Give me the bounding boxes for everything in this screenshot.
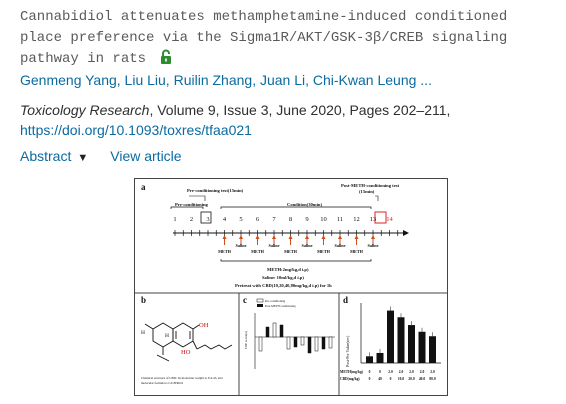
injection-arrowhead [338,235,342,239]
panel-d-dose-rows [369,370,436,381]
legend-post: Post-METH conditioning [265,304,296,308]
cbd-dose-value: 0 [389,377,392,381]
meth-dose-value: 2.0 [398,370,404,374]
panel-d-bars [366,307,436,363]
meth-dose-value: 2.0 [388,370,393,374]
abstract-toggle-button[interactable] [20,148,88,164]
panel-c-bar [273,323,276,337]
day-number: 9 [305,216,309,223]
injection-arrowhead [239,235,243,239]
panel-c-bar [294,337,297,347]
cbd-row-label: CBD(mg/kg) [340,377,360,381]
panel-c-label: c [243,295,247,305]
panel-d-bar [408,325,415,363]
panel-d-label: d [343,295,349,305]
saline-injection-label: Saline [268,243,280,248]
day-number: 13 [369,216,377,223]
day-number: 5 [239,216,243,223]
article-title[interactable] [20,7,550,73]
panel-d [340,295,441,381]
meth-dose-value: 0 [379,370,381,374]
panel-c-bar [287,337,290,349]
panel-c-bars [259,323,332,353]
saline-injection-label: Saline [235,243,247,248]
meth-injection-label: METH [317,249,330,254]
panel-c-bar [308,337,311,353]
injection-arrowhead [223,235,227,239]
meth-dose-value: 0 [368,370,371,374]
cbd-dose-value: 20.0 [408,377,415,381]
injection-arrowhead [256,235,260,239]
day-numbers [173,216,393,223]
cbd-dose-value: 10.0 [397,377,405,381]
molecule-caption-line1: Chemical structure of CBD: Its molecular weight is 314.43, and [141,376,223,380]
panel-c-bar [315,337,318,351]
post-test-label: Post-METH-conditioning test [341,183,400,188]
unlocked-padlock-icon [160,49,172,73]
journal-name: Toxicology Research [20,102,150,118]
day-number: 7 [272,216,276,223]
legend-pre: Pre-conditioning [265,299,286,303]
saline-injection-label: Saline [301,243,313,248]
day-number: 3 [206,216,210,223]
meth-injection-label: METH [350,249,363,254]
day-number: 1 [173,216,177,223]
hydroxyl-top: OH [199,322,209,329]
panel-c-bar [329,337,332,348]
saline-injection-label: Saline [334,243,346,248]
panel-c-ylabel: CPP score(s) [244,330,248,349]
meth-dose-value: 2.0 [409,370,414,374]
meth-injection-label: METH [218,249,231,254]
author-list[interactable] [20,72,432,88]
figure-svg [135,179,447,395]
more-authors[interactable]: ... [416,72,432,88]
panel-b-label: b [141,295,147,305]
citation [20,100,560,140]
day-number: 8 [288,216,293,223]
abstract-label[interactable]: Abstract [20,148,72,164]
citation-details: , Volume 9, Issue 3, June 2020, Pages 202–211, [149,102,451,118]
pretreat-note: Pretreat with CBD(10,20,40,80mg/kg,d i.p) for 1h [235,283,332,288]
panel-d-bar [387,311,394,363]
panel-c-bar [259,337,262,351]
author-names[interactable]: Genmeng Yang, Liu Liu, Ruilin Zhang, Juan Li, Chi-Kwan Leung [20,72,417,88]
article-title-text[interactable]: Cannabidiol attenuates methamphetamine-induced conditioned place preference via the Sigma1R/AKT/GSK-3β/CREB signaling pathway in rats [20,9,508,67]
day-number: 2 [189,216,194,223]
hydroxyl-bottom: HO [181,349,191,356]
panel-c-bar [301,337,304,345]
panel-a-label: a [141,182,146,192]
meth-injection-label: METH [251,249,264,254]
cbd-dose-value: 40.0 [418,377,426,381]
post-test-duration: (15min) [359,189,375,194]
panel-c-bar [322,337,325,349]
cbd-dose-value: 40 [378,377,382,381]
panel-c [243,295,335,369]
panel-d-bar [398,317,405,363]
meth-dose-value: 2.0 [430,370,435,374]
hydrogen-mid: H [165,333,169,339]
saline-injection-label: Saline [367,243,379,248]
pre-test-label: Pre-conditioning test(15min) [187,188,244,193]
panel-c-bar [280,325,283,337]
panel-d-bar [366,356,373,363]
injection-arrowhead [355,235,359,239]
meth-dose-value: 2.0 [419,370,425,374]
timeline-arrowhead [403,230,409,236]
day-number: 6 [255,216,260,223]
article-actions [20,148,182,164]
injection-arrowhead [272,235,276,239]
panel-b [141,295,232,385]
hydrogen-left: H [141,330,145,336]
panel-d-bar [419,332,426,363]
triangle-down-icon[interactable]: ▼ [77,152,89,164]
panel-a [141,182,409,288]
day-number: 11 [336,216,344,223]
panel-d-ylabel: Post-Pre Value(sec) [345,335,350,367]
injection-arrowhead [322,235,326,239]
injection-arrowhead [305,235,309,239]
injection-arrowhead [371,235,375,239]
cbd-dose-value: 80.0 [429,377,436,381]
panel-d-bar [429,336,436,363]
molecule-caption-line2: molecular formula is C21H30O2 [141,381,184,385]
panel-c-bar [266,327,269,337]
doi-link[interactable]: https://doi.org/10.1093/toxres/tfaa021 [20,122,252,138]
meth-injection-label: METH [284,249,297,254]
panel-d-bar [377,353,384,363]
meth-row-label: METH(mg/kg) [340,370,363,374]
condition-label: Condition(30min) [287,202,322,207]
graphical-abstract-figure[interactable] [134,178,448,396]
view-article-link[interactable]: View article [110,148,182,164]
day-number: 12 [353,216,360,223]
day-number: 14 [386,216,393,223]
day-number: 4 [222,216,227,223]
dose-saline: Saline: 10ml/kg,d i.p) [262,275,304,280]
dose-meth: METH:2mg/kg,d i.p) [267,267,309,272]
injection-arrowhead [289,235,293,239]
pre-conditioning-label: Pre-conditioning [175,202,208,207]
injection-arrows [218,235,379,254]
day-number: 10 [320,216,327,223]
cbd-dose-value: 0 [368,377,371,381]
